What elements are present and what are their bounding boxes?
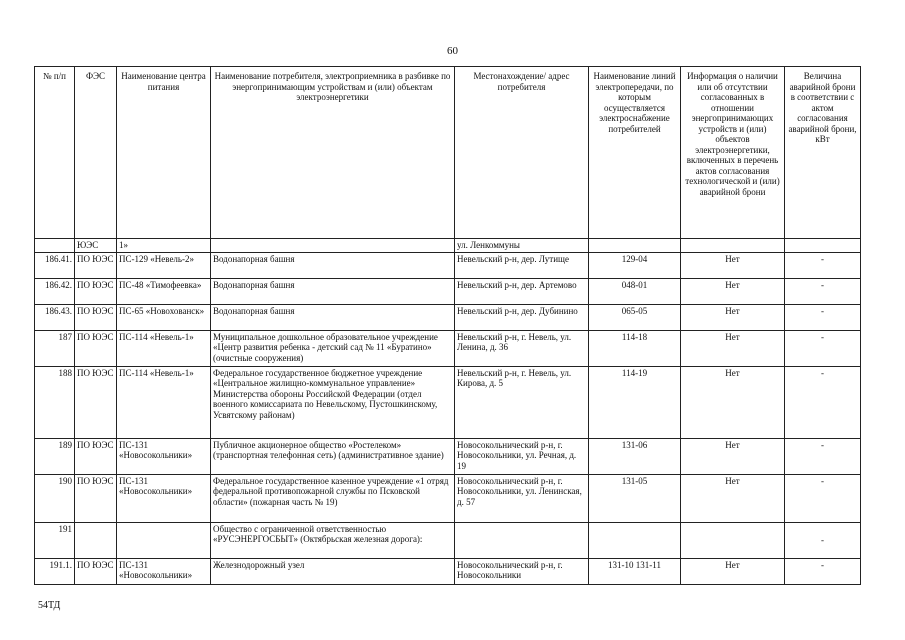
cell-num: 187 [35,330,75,366]
cell-fes: ПО ЮЭС [75,304,117,330]
cell-fes: ПО ЮЭС [75,474,117,522]
table-row [35,438,861,474]
cell-address: Невельский р-н, г. Невель, ул. Ленина, д. 36 [455,330,589,366]
cell-fes: ПО ЮЭС [75,366,117,438]
cell-info: Нет [681,278,785,304]
table-row [35,474,861,522]
cell-fes: ПО ЮЭС [75,558,117,584]
cell-center: ПС-114 «Невель-1» [117,366,211,438]
header-lines: Наименование линий электропередачи, по которым осуществляется электроснабжение потребителей [589,67,681,239]
cell-address: Новосокольнический р-н, г. Новосокольники, ул. Речная, д. 19 [455,438,589,474]
cell-value: - [785,330,861,366]
cell-info [681,522,785,558]
cell-address: Новосокольнический р-н, г. Новосокольники [455,558,589,584]
cell-lines: 131-05 [589,474,681,522]
cell-center: ПС-131 «Новосокольники» [117,558,211,584]
header-value: Величина аварийной брони в соответствии с актом согласования аварийной брони, кВт [785,67,861,239]
cell-value: - [785,438,861,474]
table-header-row [35,67,861,239]
cell-num: 190 [35,474,75,522]
cell-info: Нет [681,252,785,278]
cell-value: - [785,304,861,330]
cell-lines: 131-10 131-11 [589,558,681,584]
cell-lines: 114-19 [589,366,681,438]
consumers-table [34,66,861,585]
cell-fes: ПО ЮЭС [75,438,117,474]
cell-center: 1» [117,239,211,253]
cell-address: Невельский р-н, г. Невель, ул. Кирова, д. 5 [455,366,589,438]
cell-fes: ЮЭС [75,239,117,253]
footer-code: 54ТД [38,600,61,611]
cell-num: 186.42. [35,278,75,304]
cell-lines: 048-01 [589,278,681,304]
cell-fes [75,522,117,558]
header-num: № п/п [35,67,75,239]
cell-value: - [785,474,861,522]
cell-consumer: Железнодорожный узел [211,558,455,584]
cell-num: 186.41. [35,252,75,278]
cell-lines: 065-05 [589,304,681,330]
cell-consumer: Публичное акционерное общество «Ростелеком» (транспортная телефонная сеть) (административное здание) [211,438,455,474]
cell-address: Невельский р-н, дер. Артемово [455,278,589,304]
cell-info: Нет [681,304,785,330]
table-row [35,522,861,558]
cell-address: Новосокольнический р-н, г. Новосокольники, ул. Ленинская, д. 57 [455,474,589,522]
cell-fes: ПО ЮЭС [75,252,117,278]
cell-address [455,522,589,558]
cell-center: ПС-114 «Невель-1» [117,330,211,366]
cell-center [117,522,211,558]
cell-info: Нет [681,558,785,584]
header-fes: ФЭС [75,67,117,239]
cell-address: Невельский р-н, дер. Лутище [455,252,589,278]
cell-info [681,239,785,253]
header-info: Информация о наличии или об отсутствии согласованных в отношении энергопринимающих устройств и (или) объектов электроэнергетики, включенных в перечень актов согласования технологической и (или) аварийной брони [681,67,785,239]
cell-info: Нет [681,474,785,522]
header-consumer: Наименование потребителя, электроприемника в разбивке по энергопринимающим устройствам и (или) объектам электроэнергетики [211,67,455,239]
cell-lines [589,522,681,558]
page-number: 60 [447,45,458,57]
cell-num [35,239,75,253]
cell-fes: ПО ЮЭС [75,330,117,366]
cell-center: ПС-131 «Новосокольники» [117,474,211,522]
cell-address: ул. Ленкоммуны [455,239,589,253]
cell-value [785,239,861,253]
cell-value: - [785,252,861,278]
cell-consumer: Водонапорная башня [211,304,455,330]
cell-consumer: Муниципальное дошкольное образовательное учреждение «Центр развития ребенка - детский сад № 11 «Буратино» (очистные сооружения) [211,330,455,366]
cell-consumer [211,239,455,253]
cell-lines: 129-04 [589,252,681,278]
cell-center: ПС-65 «Новохованск» [117,304,211,330]
table-row [35,278,861,304]
cell-info: Нет [681,366,785,438]
cell-num: 191 [35,522,75,558]
cell-value: - [785,558,861,584]
cell-info: Нет [681,438,785,474]
header-address: Местонахождение/ адрес потребителя [455,67,589,239]
cell-center: ПС-48 «Тимофеевка» [117,278,211,304]
cell-consumer: Водонапорная башня [211,278,455,304]
table-row [35,366,861,438]
cell-center: ПС-129 «Невель-2» [117,252,211,278]
cell-consumer: Общество с ограниченной ответственностью «РУСЭНЕРГОСБЫТ» (Октябрьская железная дорога): [211,522,455,558]
cell-consumer: Водонапорная башня [211,252,455,278]
cell-value: - [785,522,861,558]
table-row [35,304,861,330]
cell-fes: ПО ЮЭС [75,278,117,304]
table-row [35,252,861,278]
cell-num: 189 [35,438,75,474]
cell-lines: 131-06 [589,438,681,474]
cell-lines [589,239,681,253]
cell-num: 188 [35,366,75,438]
cell-value: - [785,278,861,304]
table-row [35,239,861,253]
header-center: Наименование центра питания [117,67,211,239]
cell-info: Нет [681,330,785,366]
table-row [35,558,861,584]
cell-value: - [785,366,861,438]
cell-address: Невельский р-н, дер. Дубинино [455,304,589,330]
cell-center: ПС-131 «Новосокольники» [117,438,211,474]
cell-consumer: Федеральное государственное бюджетное учреждение «Центральное жилищно-коммунальное управление» Министерства обороны Российской Федерации (отдел военного комиссариата по Невельскому, Пустошкинскому, Усвятскому районам) [211,366,455,438]
table-row [35,330,861,366]
cell-num: 191.1. [35,558,75,584]
cell-lines: 114-18 [589,330,681,366]
cell-consumer: Федеральное государственное казенное учреждение «1 отряд федеральной противопожарной службы по Псковской области» (пожарная часть № 19) [211,474,455,522]
cell-num: 186.43. [35,304,75,330]
